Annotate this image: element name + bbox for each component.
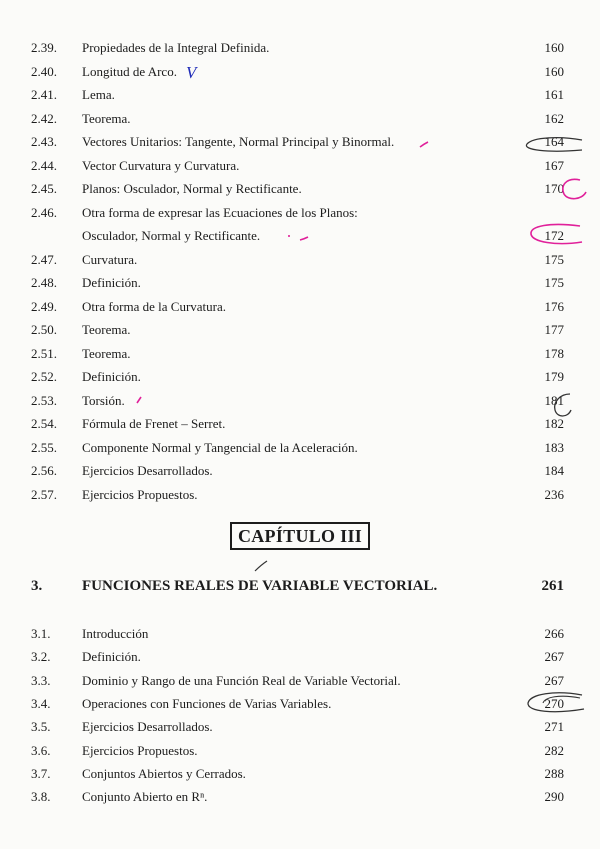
toc-entry-number: 2.54. [31,416,57,431]
toc-entry-page: 164 [544,134,564,149]
toc-entry-page: 176 [544,298,564,314]
toc-entry-page: 182 [544,416,564,431]
toc-entry-number: 2.53. [31,392,57,408]
toc-entry-page: 288 [544,765,564,781]
toc-entry-title: Teorema. [82,110,131,126]
toc-entry-number: 2.55. [31,439,57,455]
toc-entry-page: 160 [544,63,564,79]
toc-entry-page: 271 [544,719,564,735]
toc-entry-number: 3.3. [31,672,51,688]
toc-entry-title: Definición. [82,275,141,290]
toc-entry-number: 2.49. [31,298,57,314]
toc-entry-number: 2.56. [31,463,57,478]
section-number: 3. [31,578,43,594]
toc-entry-title: Teorema. [82,345,131,361]
toc-entry-page: 184 [544,463,564,478]
toc-entry-number: 2.40. [31,63,57,79]
pen-stroke [255,561,267,571]
circle-mark-181 [555,394,571,416]
section-title: FUNCIONES REALES DE VARIABLE VECTORIAL. [82,578,438,594]
toc-entry-title: Vectores Unitarios: Tangente, Normal Principal y Binormal. [82,134,395,149]
toc-entry-title: Componente Normal y Tangencial de la Aceleración. [82,439,358,455]
toc-entry-number: 2.48. [31,275,57,290]
chapter-heading: CAPÍTULO III [230,522,370,550]
toc-entry-page: 266 [544,626,564,641]
pink-tick [420,142,428,147]
toc-entry-title: Longitud de Arco. [82,63,177,79]
circle-mark-164 [526,138,582,152]
toc-entry-number: 2.57. [31,486,57,502]
toc-entry-number: 3.4. [31,695,51,711]
toc-entry-page: 236 [544,486,564,502]
toc-entry-page: 175 [544,251,564,267]
toc-entry-title: Ejercicios Desarrollados. [82,719,213,735]
toc-entry-number: 3.2. [31,649,51,665]
toc-entry-title: Otra forma de la Curvatura. [82,298,227,314]
toc-entry-number: 2.51. [31,345,57,361]
toc-entry-title: Ejercicios Propuestos. [82,742,198,758]
toc-entry-title: Ejercicios Propuestos. [82,486,198,502]
toc-entry-page: 267 [544,649,564,665]
pink-tick-2 [137,397,141,403]
circle-mark-270-inner [543,696,580,703]
toc-entry-title: Lema. [82,87,115,102]
toc-entry-title: Curvatura. [82,251,138,267]
toc-entry-page: 183 [544,439,564,455]
toc-entry-page: 282 [544,742,564,758]
toc-entry-page: 175 [544,275,564,290]
toc-entry-title: Dominio y Rango de una Función Real de Variable Vectorial. [82,672,401,688]
circle-mark-170 [563,179,586,198]
toc-entry-title: Teorema. [82,322,131,337]
toc-entry-number: 3.8. [31,789,51,805]
toc-entry-number: 2.41. [31,87,57,102]
toc-entry-number: 3.1. [31,626,51,641]
toc-entry-title: Osculador, Normal y Rectificante. [82,228,261,243]
toc-entry-number: 3.7. [31,765,51,781]
toc-entry-page: 161 [544,87,564,102]
toc-entry-title: Planos: Osculador, Normal y Rectificante. [82,181,302,196]
toc-entry-title: Torsión. [82,392,125,408]
toc-entry-page: 267 [544,672,564,688]
section-page-number: 261 [541,578,564,594]
circle-mark-270 [528,693,584,712]
toc-entry-title: Definición. [82,369,141,384]
handwritten-check-mark: V [186,63,197,82]
toc-entry-page: 181 [544,392,564,408]
toc-entry-number: 2.39. [31,40,57,55]
toc-entry-page: 179 [544,369,564,384]
toc-entry-number: 2.47. [31,251,57,267]
toc-entry-title: Ejercicios Desarrollados. [82,463,213,478]
toc-entry-number: 2.52. [31,369,57,384]
toc-entry-page: 167 [544,157,564,173]
pink-dash-2 [300,237,308,240]
toc-entry-title: Conjunto Abierto en Rⁿ. [82,789,208,805]
toc-entry-number: 3.5. [31,719,51,735]
toc-entry-page: 172 [544,228,564,243]
toc-entry-number: 2.46. [31,204,57,220]
toc-entry-number: 2.44. [31,157,57,173]
toc-entry-page: 177 [544,322,564,337]
toc-entry-page: 290 [544,789,564,805]
toc-entry-page: 160 [544,40,564,55]
toc-entry-number: 3.6. [31,742,51,758]
toc-entry-title: Definición. [82,649,141,665]
toc-entry-title: Fórmula de Frenet – Serret. [82,416,226,431]
toc-entry-number: 2.50. [31,322,57,337]
toc-entry-title: Introducción [82,626,149,641]
toc-entry-number: 2.43. [31,134,57,149]
toc-entry-page: 170 [544,181,564,196]
toc-entry-title: Vector Curvatura y Curvatura. [82,157,240,173]
toc-entry-page: 162 [544,110,564,126]
toc-entry-title: Otra forma de expresar las Ecuaciones de los Planos: [82,204,358,220]
toc-entry-page: 270 [544,695,564,711]
circle-mark-172 [531,224,582,243]
toc-entry-title: Operaciones con Funciones de Varias Variables. [82,695,332,711]
toc-entry-title: Conjuntos Abiertos y Cerrados. [82,765,246,781]
toc-entry-number: 2.42. [31,110,57,126]
toc-entry-page: 178 [544,345,564,361]
toc-entry-title: Propiedades de la Integral Definida. [82,40,270,55]
toc-entry-number: 2.45. [31,181,57,196]
